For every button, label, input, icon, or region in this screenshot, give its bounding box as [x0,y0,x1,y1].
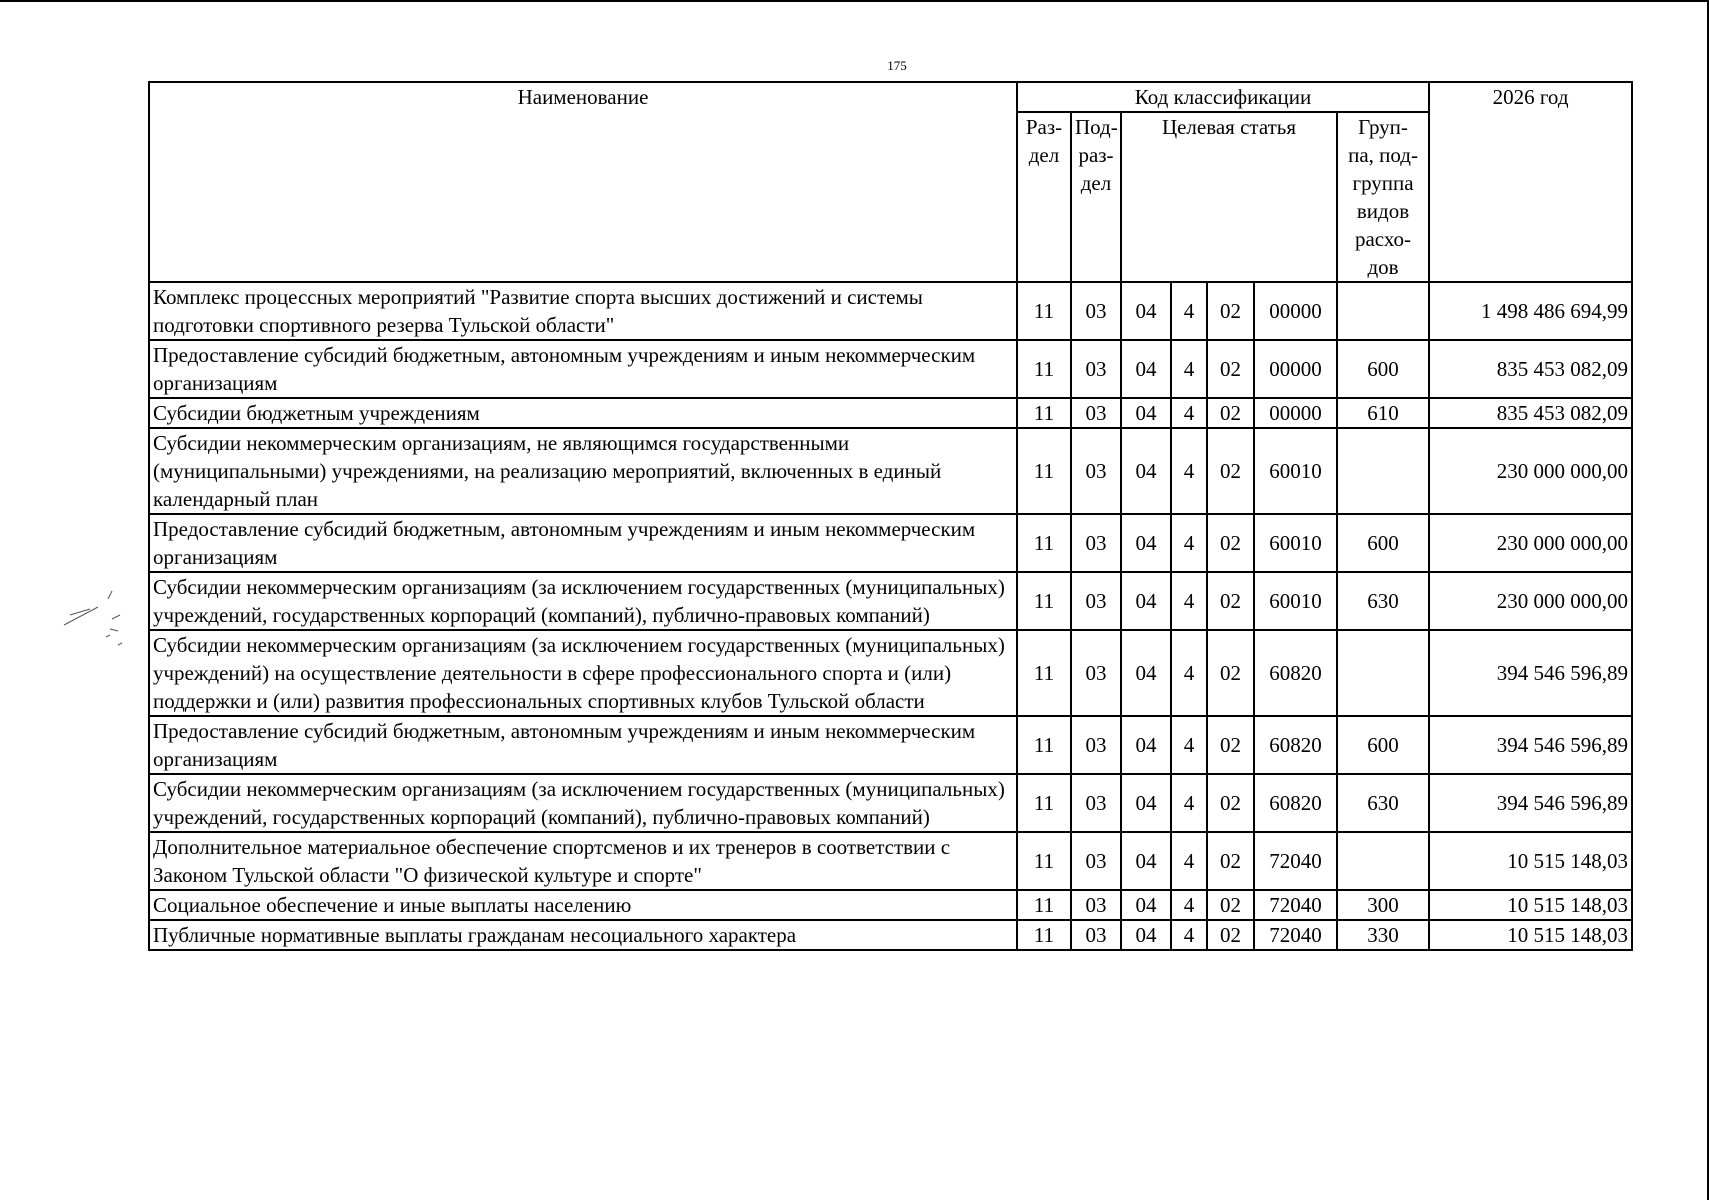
row-razdel: 11 [1017,398,1071,428]
row-name: Субсидии некоммерческим организациям (за исключением государственных (муниципальных) учреждений) на осуществление деятельности в сфере профессионального спорта и (или) поддержки и (или) развития профессиональных спортивных клубов Тульской области [149,630,1017,716]
row-razdel: 11 [1017,890,1071,920]
row-expense-group: 630 [1337,774,1429,832]
row-target-subprogram: 02 [1207,920,1254,950]
row-target-type: 4 [1171,890,1207,920]
row-target-type: 4 [1171,716,1207,774]
table-row [149,716,1632,774]
row-target-direction: 00000 [1254,340,1337,398]
row-razdel: 11 [1017,428,1071,514]
table-row [149,920,1632,950]
row-name: Субсидии некоммерческим организациям, не являющимся государственными (муниципальными) учреждениями, на реализацию мероприятий, включенных в единый календарный план [149,428,1017,514]
row-target-subprogram: 02 [1207,340,1254,398]
row-target-subprogram: 02 [1207,716,1254,774]
row-target-type: 4 [1171,428,1207,514]
row-podrazdel: 03 [1071,716,1121,774]
header-expense-group: Груп- па, под- группа видов расхо- дов [1337,112,1429,282]
row-expense-group: 630 [1337,572,1429,630]
row-target-type: 4 [1171,282,1207,340]
row-name: Предоставление субсидий бюджетным, автономным учреждениям и иным некоммерческим организациям [149,340,1017,398]
row-amount: 394 546 596,89 [1429,630,1632,716]
row-target-direction: 00000 [1254,398,1337,428]
row-amount: 10 515 148,03 [1429,890,1632,920]
row-name: Комплекс процессных мероприятий "Развитие спорта высших достижений и системы подготовки спортивного резерва Тульской области" [149,282,1017,340]
row-podrazdel: 03 [1071,630,1121,716]
budget-table [148,81,1633,951]
row-amount: 230 000 000,00 [1429,572,1632,630]
row-podrazdel: 03 [1071,428,1121,514]
row-podrazdel: 03 [1071,398,1121,428]
row-target-program: 04 [1121,282,1171,340]
row-target-subprogram: 02 [1207,514,1254,572]
row-expense-group: 330 [1337,920,1429,950]
row-podrazdel: 03 [1071,832,1121,890]
row-name: Предоставление субсидий бюджетным, автономным учреждениям и иным некоммерческим организациям [149,716,1017,774]
row-target-direction: 60010 [1254,428,1337,514]
row-target-direction: 72040 [1254,890,1337,920]
row-target-direction: 72040 [1254,832,1337,890]
row-amount: 835 453 082,09 [1429,340,1632,398]
header-classification-code: Код классификации [1017,82,1429,112]
row-podrazdel: 03 [1071,282,1121,340]
row-razdel: 11 [1017,774,1071,832]
row-target-type: 4 [1171,920,1207,950]
row-target-program: 04 [1121,572,1171,630]
row-razdel: 11 [1017,340,1071,398]
row-razdel: 11 [1017,630,1071,716]
row-target-direction: 60820 [1254,630,1337,716]
row-target-direction: 00000 [1254,282,1337,340]
row-podrazdel: 03 [1071,920,1121,950]
row-podrazdel: 03 [1071,572,1121,630]
row-target-program: 04 [1121,832,1171,890]
row-target-direction: 60820 [1254,716,1337,774]
row-amount: 394 546 596,89 [1429,774,1632,832]
table-row [149,630,1632,716]
row-target-program: 04 [1121,514,1171,572]
row-amount: 10 515 148,03 [1429,832,1632,890]
row-target-type: 4 [1171,514,1207,572]
margin-scribble [60,585,140,655]
row-podrazdel: 03 [1071,514,1121,572]
row-expense-group: 610 [1337,398,1429,428]
row-amount: 230 000 000,00 [1429,428,1632,514]
row-name: Субсидии бюджетным учреждениям [149,398,1017,428]
row-target-subprogram: 02 [1207,630,1254,716]
row-target-program: 04 [1121,920,1171,950]
row-target-program: 04 [1121,340,1171,398]
row-target-subprogram: 02 [1207,572,1254,630]
row-target-program: 04 [1121,428,1171,514]
row-amount: 394 546 596,89 [1429,716,1632,774]
table-row [149,774,1632,832]
table-row [149,340,1632,398]
row-target-type: 4 [1171,832,1207,890]
row-razdel: 11 [1017,282,1071,340]
row-razdel: 11 [1017,716,1071,774]
row-amount: 10 515 148,03 [1429,920,1632,950]
row-target-program: 04 [1121,716,1171,774]
row-expense-group: 300 [1337,890,1429,920]
row-target-type: 4 [1171,340,1207,398]
row-target-direction: 72040 [1254,920,1337,950]
row-expense-group: 600 [1337,514,1429,572]
row-razdel: 11 [1017,832,1071,890]
row-razdel: 11 [1017,514,1071,572]
row-target-program: 04 [1121,774,1171,832]
row-target-subprogram: 02 [1207,398,1254,428]
header-year: 2026 год [1429,82,1632,282]
scan-edge-top [0,0,1709,2]
row-name: Дополнительное материальное обеспечение спортсменов и их тренеров в соответствии с Законом Тульской области "О физической культуре и спорте" [149,832,1017,890]
table-row [149,832,1632,890]
row-target-type: 4 [1171,630,1207,716]
row-razdel: 11 [1017,572,1071,630]
table-row [149,428,1632,514]
row-target-type: 4 [1171,398,1207,428]
table-row [149,398,1632,428]
row-expense-group [1337,832,1429,890]
row-target-type: 4 [1171,774,1207,832]
row-name: Предоставление субсидий бюджетным, автономным учреждениям и иным некоммерческим организациям [149,514,1017,572]
table-row [149,282,1632,340]
row-razdel: 11 [1017,920,1071,950]
row-expense-group [1337,630,1429,716]
row-target-direction: 60820 [1254,774,1337,832]
row-target-subprogram: 02 [1207,832,1254,890]
row-amount: 230 000 000,00 [1429,514,1632,572]
table-row [149,572,1632,630]
row-target-type: 4 [1171,572,1207,630]
header-row-1 [149,82,1632,112]
row-target-subprogram: 02 [1207,428,1254,514]
header-podrazdel: Под- раз- дел [1071,112,1121,282]
header-name: Наименование [149,82,1017,282]
row-expense-group: 600 [1337,716,1429,774]
row-target-direction: 60010 [1254,514,1337,572]
header-target-article: Целевая статья [1121,112,1337,282]
row-target-program: 04 [1121,630,1171,716]
row-target-program: 04 [1121,398,1171,428]
table-row [149,890,1632,920]
row-name: Субсидии некоммерческим организациям (за исключением государственных (муниципальных) учреждений, государственных корпораций (компаний), публично-правовых компаний) [149,774,1017,832]
row-target-program: 04 [1121,890,1171,920]
row-amount: 1 498 486 694,99 [1429,282,1632,340]
row-podrazdel: 03 [1071,774,1121,832]
row-target-subprogram: 02 [1207,282,1254,340]
row-expense-group [1337,428,1429,514]
row-target-subprogram: 02 [1207,774,1254,832]
row-name: Субсидии некоммерческим организациям (за исключением государственных (муниципальных) учреждений, государственных корпораций (компаний), публично-правовых компаний) [149,572,1017,630]
table-row [149,514,1632,572]
row-expense-group: 600 [1337,340,1429,398]
row-name: Социальное обеспечение и иные выплаты населению [149,890,1017,920]
page-number: 175 [887,58,907,73]
row-amount: 835 453 082,09 [1429,398,1632,428]
row-podrazdel: 03 [1071,340,1121,398]
row-podrazdel: 03 [1071,890,1121,920]
header-razdel: Раз- дел [1017,112,1071,282]
row-target-subprogram: 02 [1207,890,1254,920]
row-name: Публичные нормативные выплаты гражданам несоциального характера [149,920,1017,950]
row-expense-group [1337,282,1429,340]
row-target-direction: 60010 [1254,572,1337,630]
